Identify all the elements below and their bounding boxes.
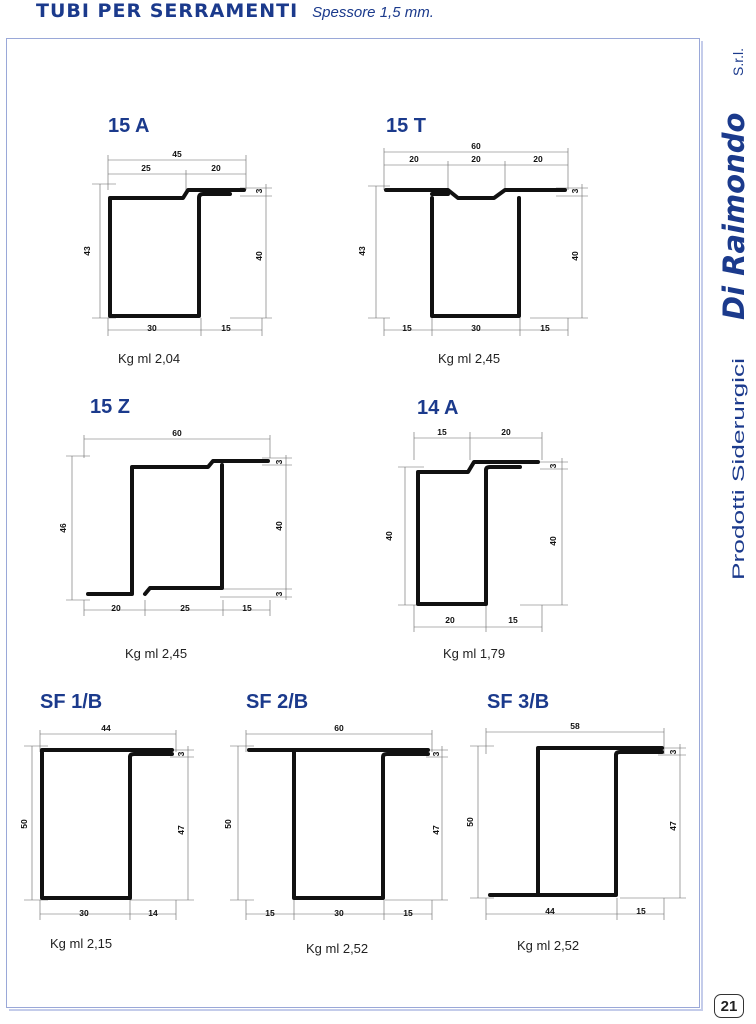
profile-14a bbox=[384, 397, 568, 661]
profile-weight: Kg ml 1,79 bbox=[443, 646, 506, 661]
dim-top-total: 45 bbox=[172, 149, 182, 159]
dim-left: 46 bbox=[58, 523, 68, 533]
dim-bot-c: 15 bbox=[242, 603, 252, 613]
page-title: TUBI PER SERRAMENTI bbox=[36, 0, 299, 22]
dim-bot-b: 30 bbox=[471, 323, 481, 333]
profile-name: SF 1/B bbox=[40, 691, 103, 713]
dim-top-total: 60 bbox=[172, 428, 182, 438]
dim-bot-a: 15 bbox=[265, 908, 275, 918]
dim-bot-c: 15 bbox=[540, 323, 550, 333]
dim-left: 50 bbox=[465, 817, 475, 827]
dim-bot-b: 15 bbox=[636, 906, 646, 916]
dim-bot-a: 20 bbox=[111, 603, 121, 613]
brand-tagline: Prodotti Siderurgici bbox=[729, 436, 748, 580]
dim-lip: 3 bbox=[431, 751, 441, 757]
profile-15t-shape bbox=[386, 190, 565, 316]
profile-15t bbox=[357, 115, 588, 366]
dim-bot-a: 30 bbox=[79, 908, 89, 918]
dim-bot-b: 15 bbox=[508, 615, 518, 625]
profile-name: 14 A bbox=[417, 397, 459, 419]
profile-sf2b bbox=[223, 691, 448, 956]
dim-right: 40 bbox=[570, 251, 580, 261]
dim-left: 50 bbox=[223, 819, 233, 829]
dim-lip: 3 bbox=[668, 749, 678, 755]
dim-top-a: 15 bbox=[437, 427, 447, 437]
dim-bot-a: 30 bbox=[147, 323, 157, 333]
dim-top-total: 58 bbox=[570, 721, 580, 731]
dim-top-b: 20 bbox=[211, 163, 221, 173]
profile-name: SF 3/B bbox=[487, 691, 550, 713]
dim-right: 47 bbox=[431, 825, 441, 835]
page-number: 21 bbox=[714, 994, 744, 1018]
dim-bot-b: 30 bbox=[334, 908, 344, 918]
dim-left: 50 bbox=[19, 819, 29, 829]
profile-15z bbox=[58, 396, 292, 661]
dim-top-b: 20 bbox=[501, 427, 511, 437]
dim-top-c: 20 bbox=[533, 154, 543, 164]
dim-left: 40 bbox=[384, 531, 394, 541]
dim-lip: 3 bbox=[570, 188, 580, 194]
profile-sf2b-shape bbox=[249, 750, 428, 898]
dim-left: 43 bbox=[357, 246, 367, 256]
profile-15a-shape bbox=[110, 190, 244, 316]
dim-lip: 3 bbox=[254, 188, 264, 194]
profile-sf1b bbox=[19, 691, 194, 951]
dim-lip: 3 bbox=[548, 463, 558, 469]
profile-weight: Kg ml 2,45 bbox=[125, 646, 188, 661]
dim-lip-bot: 3 bbox=[274, 591, 284, 597]
dim-bot-a: 20 bbox=[445, 615, 455, 625]
dim-top-total: 44 bbox=[101, 723, 111, 733]
dim-right: 40 bbox=[548, 536, 558, 546]
brand-name: Di Raimondo bbox=[717, 112, 751, 320]
dim-top-a: 20 bbox=[409, 154, 419, 164]
dim-right: 40 bbox=[274, 521, 284, 531]
profile-14a-shape bbox=[418, 462, 538, 604]
dim-top-a: 25 bbox=[141, 163, 151, 173]
dim-bot-b: 14 bbox=[148, 908, 158, 918]
dim-left: 43 bbox=[82, 246, 92, 256]
profile-15z-shape bbox=[88, 461, 268, 594]
dim-top-b: 20 bbox=[471, 154, 481, 164]
dim-bot-a: 44 bbox=[545, 906, 555, 916]
profile-weight: Kg ml 2,52 bbox=[517, 938, 580, 953]
page-subtitle: Spessore 1,5 mm. bbox=[312, 4, 434, 21]
profile-weight: Kg ml 2,45 bbox=[438, 351, 501, 366]
dim-bot-b: 15 bbox=[221, 323, 231, 333]
dim-lip: 3 bbox=[176, 751, 186, 757]
profile-sf3b bbox=[465, 691, 686, 953]
dim-top-total: 60 bbox=[334, 723, 344, 733]
dim-bot-c: 15 bbox=[403, 908, 413, 918]
profile-sf1b-shape bbox=[42, 750, 172, 898]
profile-name: 15 T bbox=[386, 115, 427, 137]
profile-sf3b-shape bbox=[490, 748, 662, 895]
dim-right: 47 bbox=[668, 821, 678, 831]
profile-15a bbox=[82, 115, 272, 366]
profile-weight: Kg ml 2,04 bbox=[118, 351, 181, 366]
profile-name: 15 A bbox=[108, 115, 150, 137]
profile-name: SF 2/B bbox=[246, 691, 309, 713]
dim-right: 40 bbox=[254, 251, 264, 261]
dim-right: 47 bbox=[176, 825, 186, 835]
profile-name: 15 Z bbox=[90, 396, 131, 418]
profile-weight: Kg ml 2,52 bbox=[306, 941, 369, 956]
dim-top-total: 60 bbox=[471, 141, 481, 151]
brand-suffix: S.r.l. bbox=[730, 47, 746, 76]
dim-lip-top: 3 bbox=[274, 459, 284, 465]
profile-weight: Kg ml 2,15 bbox=[50, 936, 113, 951]
dim-bot-b: 25 bbox=[180, 603, 190, 613]
dim-bot-a: 15 bbox=[402, 323, 412, 333]
